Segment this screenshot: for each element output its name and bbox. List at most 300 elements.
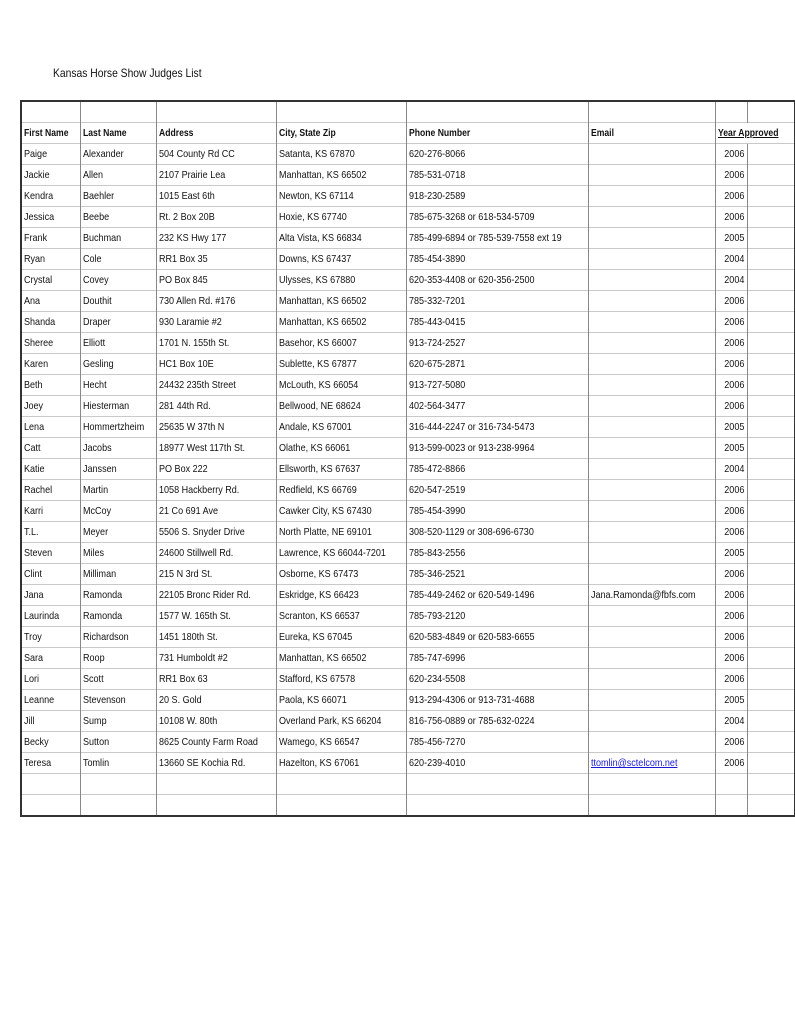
last-name-cell xyxy=(81,501,157,522)
year-approved-cell xyxy=(715,396,747,417)
year-approved-cell xyxy=(715,186,747,207)
email-cell xyxy=(589,354,716,375)
city-state-zip-cell xyxy=(277,753,406,774)
email-cell xyxy=(589,690,716,711)
city-state-zip-value: Ulysses, KS 67880 xyxy=(279,274,356,286)
address-value: 24600 Stillwell Rd. xyxy=(159,547,234,559)
email-cell xyxy=(589,732,716,753)
year-approved-value: 2004 xyxy=(724,274,745,286)
phone-number-cell xyxy=(406,291,588,312)
address-value: 21 Co 691 Ave xyxy=(159,505,219,517)
city-state-zip-cell xyxy=(277,312,406,333)
year-approved-cell xyxy=(715,522,747,543)
empty-cell xyxy=(747,165,794,186)
phone-number-cell xyxy=(406,753,588,774)
phone-number-value: 785-456-7270 xyxy=(408,736,466,748)
last-name-cell xyxy=(81,207,157,228)
city-state-zip-value: Stafford, KS 67578 xyxy=(279,673,356,685)
first-name-value: Kendra xyxy=(24,190,54,202)
city-state-zip-value: Scranton, KS 66537 xyxy=(279,610,361,622)
address-value: HC1 Box 10E xyxy=(159,358,215,370)
year-approved-value: 2006 xyxy=(724,211,745,223)
address-value: 10108 W. 80th xyxy=(159,715,218,727)
last-name-cell xyxy=(81,732,157,753)
address-cell xyxy=(157,732,277,753)
first-name-cell xyxy=(21,543,81,564)
city-state-zip-cell xyxy=(277,627,406,648)
last-name-cell xyxy=(81,480,157,501)
phone-number-value: 785-454-3890 xyxy=(408,253,466,265)
judges-table xyxy=(20,100,795,817)
first-name-value: Becky xyxy=(24,736,49,748)
header-email xyxy=(589,123,716,144)
city-state-zip-value: Satanta, KS 67870 xyxy=(279,148,356,160)
address-cell xyxy=(157,627,277,648)
last-name-value: Ramonda xyxy=(83,610,123,622)
first-name-cell xyxy=(21,186,81,207)
last-name-value: Hecht xyxy=(83,379,107,391)
address-cell xyxy=(157,186,277,207)
email-cell xyxy=(589,606,716,627)
last-name-cell xyxy=(81,144,157,165)
address-cell xyxy=(157,690,277,711)
header-city-state-zip-label: City, State Zip xyxy=(279,127,337,139)
first-name-value: Jessica xyxy=(24,211,55,223)
city-state-zip-cell xyxy=(277,543,406,564)
last-name-value: Richardson xyxy=(83,631,129,643)
email-cell xyxy=(589,186,716,207)
last-name-cell xyxy=(81,375,157,396)
year-approved-cell xyxy=(715,207,747,228)
table-row xyxy=(21,564,795,585)
first-name-value: Teresa xyxy=(24,757,52,769)
address-value: Rt. 2 Box 20B xyxy=(159,211,216,223)
email-cell xyxy=(589,165,716,186)
table-row xyxy=(21,354,795,375)
city-state-zip-value: Sublette, KS 67877 xyxy=(279,358,358,370)
address-cell xyxy=(157,354,277,375)
empty-cell xyxy=(747,375,794,396)
last-name-value: McCoy xyxy=(83,505,112,517)
last-name-value: Draper xyxy=(83,316,111,328)
address-cell xyxy=(157,207,277,228)
city-state-zip-value: Manhattan, KS 66502 xyxy=(279,652,367,664)
last-name-cell xyxy=(81,669,157,690)
phone-number-value: 785-454-3990 xyxy=(408,505,466,517)
phone-number-cell xyxy=(406,165,588,186)
year-approved-cell xyxy=(715,375,747,396)
first-name-value: Shanda xyxy=(24,316,56,328)
phone-number-cell xyxy=(406,606,588,627)
phone-number-value: 308-520-1129 or 308-696-6730 xyxy=(408,526,534,538)
email-cell xyxy=(589,564,716,585)
city-state-zip-cell xyxy=(277,522,406,543)
email-cell xyxy=(589,501,716,522)
phone-number-value: 785-443-0415 xyxy=(408,316,466,328)
address-value: 730 Allen Rd. #176 xyxy=(159,295,236,307)
table-row xyxy=(21,543,795,564)
table-row xyxy=(21,291,795,312)
first-name-value: Frank xyxy=(24,232,48,244)
table-row xyxy=(21,627,795,648)
address-value: 281 44th Rd. xyxy=(159,400,212,412)
empty-cell xyxy=(747,522,794,543)
phone-number-value: 785-843-2556 xyxy=(408,547,466,559)
address-value: 18977 West 117th St. xyxy=(159,442,246,454)
last-name-cell xyxy=(81,522,157,543)
first-name-cell xyxy=(21,438,81,459)
year-approved-value: 2004 xyxy=(724,715,745,727)
year-approved-value: 2006 xyxy=(724,190,745,202)
year-approved-value: 2006 xyxy=(724,505,745,517)
table-row xyxy=(21,501,795,522)
empty-cell xyxy=(747,270,794,291)
last-name-cell xyxy=(81,417,157,438)
table-row xyxy=(21,648,795,669)
empty-cell xyxy=(747,543,794,564)
empty-cell xyxy=(747,291,794,312)
phone-number-value: 620-547-2519 xyxy=(408,484,466,496)
first-name-value: Sheree xyxy=(24,337,54,349)
phone-number-cell xyxy=(406,144,588,165)
first-name-cell xyxy=(21,354,81,375)
year-approved-cell xyxy=(715,228,747,249)
phone-number-value: 785-531-0718 xyxy=(408,169,466,181)
empty-cell xyxy=(747,732,794,753)
address-value: 24432 235th Street xyxy=(159,379,237,391)
header-year-approved-label: Year Approved xyxy=(717,127,779,139)
phone-number-cell xyxy=(406,501,588,522)
city-state-zip-value: Paola, KS 66071 xyxy=(279,694,348,706)
last-name-cell xyxy=(81,648,157,669)
year-approved-cell xyxy=(715,564,747,585)
last-name-value: Douthit xyxy=(83,295,112,307)
last-name-value: Sump xyxy=(83,715,107,727)
last-name-value: Scott xyxy=(83,673,104,685)
address-value: PO Box 845 xyxy=(159,274,209,286)
table-spacer-row xyxy=(21,101,795,123)
email-value: Jana.Ramonda@fbfs.com xyxy=(591,589,696,601)
city-state-zip-value: Overland Park, KS 66204 xyxy=(279,715,382,727)
last-name-cell xyxy=(81,270,157,291)
phone-number-cell xyxy=(406,396,588,417)
header-address xyxy=(157,123,277,144)
table-row xyxy=(21,417,795,438)
first-name-value: Jill xyxy=(24,715,35,727)
email-cell xyxy=(589,270,716,291)
first-name-value: Rachel xyxy=(24,484,53,496)
last-name-value: Jacobs xyxy=(83,442,112,454)
phone-number-value: 913-727-5080 xyxy=(408,379,466,391)
city-state-zip-cell xyxy=(277,207,406,228)
header-first-name xyxy=(21,123,81,144)
phone-number-value: 785-449-2462 or 620-549-1496 xyxy=(408,589,535,601)
email-cell xyxy=(589,627,716,648)
first-name-cell xyxy=(21,333,81,354)
address-value: 232 KS Hwy 177 xyxy=(159,232,227,244)
phone-number-value: 620-239-4010 xyxy=(408,757,466,769)
first-name-cell xyxy=(21,585,81,606)
city-state-zip-value: Alta Vista, KS 66834 xyxy=(279,232,363,244)
empty-cell xyxy=(747,396,794,417)
first-name-cell xyxy=(21,501,81,522)
city-state-zip-cell xyxy=(277,690,406,711)
year-approved-value: 2006 xyxy=(724,295,745,307)
last-name-value: Ramonda xyxy=(83,589,123,601)
phone-number-cell xyxy=(406,228,588,249)
address-value: 731 Humboldt #2 xyxy=(159,652,229,664)
last-name-cell xyxy=(81,459,157,480)
last-name-value: Janssen xyxy=(83,463,117,475)
first-name-cell xyxy=(21,669,81,690)
address-value: 2107 Prairie Lea xyxy=(159,169,226,181)
first-name-value: Steven xyxy=(24,547,53,559)
year-approved-value: 2006 xyxy=(724,631,745,643)
city-state-zip-cell xyxy=(277,732,406,753)
year-approved-cell xyxy=(715,669,747,690)
last-name-value: Hommertzheim xyxy=(83,421,145,433)
phone-number-cell xyxy=(406,375,588,396)
table-row xyxy=(21,249,795,270)
email-cell xyxy=(589,543,716,564)
address-value: 1577 W. 165th St. xyxy=(159,610,232,622)
year-approved-value: 2004 xyxy=(724,253,745,265)
year-approved-value: 2006 xyxy=(724,484,745,496)
table-empty-row xyxy=(21,774,795,795)
phone-number-value: 620-675-2871 xyxy=(408,358,466,370)
last-name-cell xyxy=(81,627,157,648)
email-cell xyxy=(589,312,716,333)
address-value: 1451 180th St. xyxy=(159,631,219,643)
last-name-value: Hiesterman xyxy=(83,400,130,412)
year-approved-cell xyxy=(715,606,747,627)
phone-number-value: 620-234-5508 xyxy=(408,673,466,685)
year-approved-cell xyxy=(715,459,747,480)
year-approved-value: 2006 xyxy=(724,316,745,328)
last-name-cell xyxy=(81,354,157,375)
phone-number-cell xyxy=(406,543,588,564)
table-row xyxy=(21,207,795,228)
phone-number-value: 913-294-4306 or 913-731-4688 xyxy=(408,694,535,706)
last-name-value: Cole xyxy=(83,253,102,265)
phone-number-value: 785-675-3268 or 618-534-5709 xyxy=(408,211,535,223)
city-state-zip-value: Redfield, KS 66769 xyxy=(279,484,358,496)
first-name-cell xyxy=(21,249,81,270)
year-approved-value: 2006 xyxy=(724,736,745,748)
city-state-zip-value: Downs, KS 67437 xyxy=(279,253,352,265)
city-state-zip-value: Bellwood, NE 68624 xyxy=(279,400,362,412)
city-state-zip-cell xyxy=(277,249,406,270)
phone-number-cell xyxy=(406,270,588,291)
year-approved-cell xyxy=(715,417,747,438)
last-name-value: Covey xyxy=(83,274,109,286)
table-row xyxy=(21,753,795,774)
empty-cell xyxy=(747,144,794,165)
email-cell xyxy=(589,585,716,606)
email-link[interactable]: ttomlin@sctelcom.net xyxy=(591,757,678,769)
phone-number-cell xyxy=(406,312,588,333)
phone-number-value: 785-793-2120 xyxy=(408,610,466,622)
last-name-cell xyxy=(81,606,157,627)
city-state-zip-cell xyxy=(277,501,406,522)
table-row xyxy=(21,711,795,732)
last-name-cell xyxy=(81,333,157,354)
first-name-value: Karen xyxy=(24,358,49,370)
last-name-cell xyxy=(81,228,157,249)
first-name-value: Troy xyxy=(24,631,42,643)
address-cell xyxy=(157,438,277,459)
year-approved-cell xyxy=(715,165,747,186)
phone-number-value: 785-346-2521 xyxy=(408,568,466,580)
year-approved-cell xyxy=(715,732,747,753)
address-value: 504 County Rd CC xyxy=(159,148,236,160)
year-approved-value: 2005 xyxy=(724,442,745,454)
city-state-zip-cell xyxy=(277,459,406,480)
year-approved-cell xyxy=(715,753,747,774)
address-cell xyxy=(157,144,277,165)
phone-number-value: 620-276-8066 xyxy=(408,148,466,160)
city-state-zip-value: Basehor, KS 66007 xyxy=(279,337,358,349)
first-name-cell xyxy=(21,291,81,312)
last-name-value: Martin xyxy=(83,484,109,496)
city-state-zip-value: Ellsworth, KS 67637 xyxy=(279,463,361,475)
address-value: 5506 S. Snyder Drive xyxy=(159,526,246,538)
first-name-cell xyxy=(21,627,81,648)
year-approved-cell xyxy=(715,270,747,291)
city-state-zip-value: Hoxie, KS 67740 xyxy=(279,211,348,223)
phone-number-cell xyxy=(406,564,588,585)
last-name-cell xyxy=(81,291,157,312)
table-row xyxy=(21,333,795,354)
table-row xyxy=(21,186,795,207)
phone-number-value: 785-499-6894 or 785-539-7558 ext 19 xyxy=(408,232,562,244)
document-title: Kansas Horse Show Judges List xyxy=(53,66,202,80)
first-name-value: Ana xyxy=(24,295,41,307)
phone-number-value: 620-353-4408 or 620-356-2500 xyxy=(408,274,535,286)
empty-cell xyxy=(747,585,794,606)
phone-number-cell xyxy=(406,333,588,354)
city-state-zip-cell xyxy=(277,606,406,627)
year-approved-cell xyxy=(715,690,747,711)
city-state-zip-cell xyxy=(277,438,406,459)
empty-cell xyxy=(747,312,794,333)
first-name-value: Lena xyxy=(24,421,45,433)
empty-cell xyxy=(747,480,794,501)
city-state-zip-cell xyxy=(277,711,406,732)
city-state-zip-cell xyxy=(277,648,406,669)
address-value: RR1 Box 35 xyxy=(159,253,209,265)
city-state-zip-value: Manhattan, KS 66502 xyxy=(279,169,367,181)
first-name-cell xyxy=(21,207,81,228)
last-name-cell xyxy=(81,564,157,585)
email-cell xyxy=(589,522,716,543)
address-cell xyxy=(157,648,277,669)
table-row xyxy=(21,459,795,480)
city-state-zip-cell xyxy=(277,144,406,165)
address-value: 13660 SE Kochia Rd. xyxy=(159,757,246,769)
last-name-value: Beebe xyxy=(83,211,110,223)
last-name-cell xyxy=(81,396,157,417)
year-approved-value: 2006 xyxy=(724,400,745,412)
last-name-value: Tomlin xyxy=(83,757,110,769)
header-year-approved xyxy=(715,123,794,144)
first-name-value: Joey xyxy=(24,400,44,412)
phone-number-value: 316-444-2247 or 316-734-5473 xyxy=(408,421,535,433)
address-cell xyxy=(157,543,277,564)
last-name-value: Sutton xyxy=(83,736,110,748)
phone-number-cell xyxy=(406,522,588,543)
year-approved-cell xyxy=(715,354,747,375)
city-state-zip-value: Manhattan, KS 66502 xyxy=(279,316,367,328)
empty-cell xyxy=(747,690,794,711)
year-approved-value: 2006 xyxy=(724,379,745,391)
first-name-cell xyxy=(21,606,81,627)
year-approved-cell xyxy=(715,480,747,501)
phone-number-value: 913-599-0023 or 913-238-9964 xyxy=(408,442,535,454)
address-cell xyxy=(157,480,277,501)
city-state-zip-cell xyxy=(277,333,406,354)
first-name-cell xyxy=(21,522,81,543)
city-state-zip-value: Hazelton, KS 67061 xyxy=(279,757,360,769)
email-cell xyxy=(589,333,716,354)
empty-cell xyxy=(747,459,794,480)
email-cell xyxy=(589,291,716,312)
city-state-zip-cell xyxy=(277,270,406,291)
year-approved-cell xyxy=(715,438,747,459)
last-name-value: Roop xyxy=(83,652,105,664)
first-name-value: Laurinda xyxy=(24,610,60,622)
city-state-zip-cell xyxy=(277,669,406,690)
last-name-cell xyxy=(81,186,157,207)
city-state-zip-cell xyxy=(277,354,406,375)
last-name-cell xyxy=(81,711,157,732)
address-cell xyxy=(157,312,277,333)
address-value: PO Box 222 xyxy=(159,463,209,475)
first-name-cell xyxy=(21,459,81,480)
empty-cell xyxy=(747,648,794,669)
empty-cell xyxy=(747,564,794,585)
header-last-name xyxy=(81,123,157,144)
address-cell xyxy=(157,501,277,522)
year-approved-value: 2005 xyxy=(724,547,745,559)
address-value: 20 S. Gold xyxy=(159,694,203,706)
empty-cell xyxy=(747,669,794,690)
year-approved-value: 2005 xyxy=(724,232,745,244)
empty-cell xyxy=(747,228,794,249)
city-state-zip-value: Cawker City, KS 67430 xyxy=(279,505,373,517)
empty-cell xyxy=(747,186,794,207)
email-cell xyxy=(589,480,716,501)
table-row xyxy=(21,375,795,396)
city-state-zip-value: Lawrence, KS 66044-7201 xyxy=(279,547,387,559)
last-name-value: Gesling xyxy=(83,358,114,370)
header-address-label: Address xyxy=(159,127,194,139)
city-state-zip-value: McLouth, KS 66054 xyxy=(279,379,359,391)
header-phone-number xyxy=(406,123,588,144)
table-row xyxy=(21,144,795,165)
city-state-zip-value: Newton, KS 67114 xyxy=(279,190,355,202)
year-approved-value: 2006 xyxy=(724,568,745,580)
year-approved-cell xyxy=(715,543,747,564)
header-last-name-label: Last Name xyxy=(83,127,127,139)
address-cell xyxy=(157,459,277,480)
email-cell xyxy=(589,648,716,669)
email-cell xyxy=(589,711,716,732)
city-state-zip-cell xyxy=(277,228,406,249)
empty-cell xyxy=(747,711,794,732)
last-name-value: Miles xyxy=(83,547,105,559)
table-header-row xyxy=(21,123,795,144)
